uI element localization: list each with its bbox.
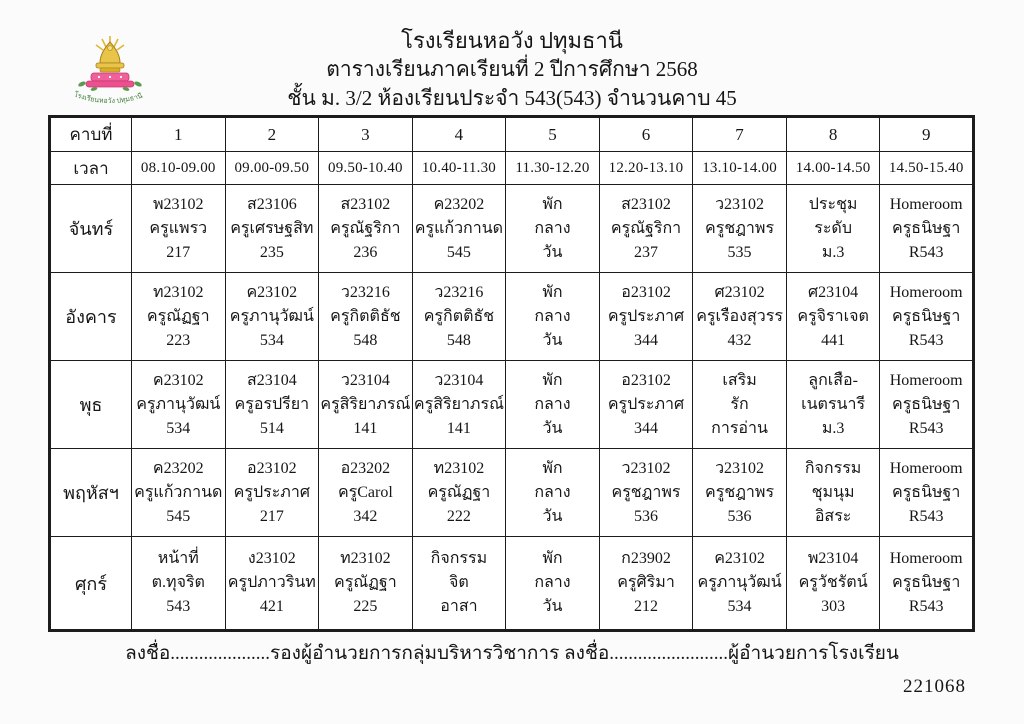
cell-line: ค23102 xyxy=(714,550,765,567)
cell-line: ค23102 xyxy=(246,283,298,301)
schedule-cell xyxy=(412,449,506,537)
cell-line: 441 xyxy=(821,331,846,349)
cell-line: 432 xyxy=(727,331,752,349)
day-row xyxy=(50,273,974,361)
cell-line: R543 xyxy=(908,598,944,615)
schedule-cell xyxy=(880,185,974,273)
cell-line: ส23106 xyxy=(246,195,297,213)
cell-line: 223 xyxy=(166,331,191,349)
cell-line: ม.3 xyxy=(821,419,845,437)
cell-line: 141 xyxy=(353,419,378,437)
cell-line: ครูเรืองสุวรร xyxy=(696,307,783,325)
schedule-cell xyxy=(786,449,880,537)
cell-line: ครูณัฐริกา xyxy=(330,219,401,237)
cell-line: ม.3 xyxy=(821,243,845,261)
cell-line: ครูชฎาพร xyxy=(611,483,681,501)
cell-line: ระดับ xyxy=(814,219,852,237)
schedule-cell xyxy=(506,537,600,631)
cell-line: 421 xyxy=(259,598,284,615)
cell-line: อ23102 xyxy=(621,283,671,301)
schedule-cell xyxy=(132,185,226,273)
cell-line: การอ่าน xyxy=(711,419,768,437)
cell-line: ครูภานุวัฒน์ xyxy=(229,307,314,325)
cell-line: ครูธนิษฐา xyxy=(892,307,961,325)
cell-line: กิจกรรม xyxy=(430,550,488,567)
day-row xyxy=(50,185,974,273)
schedule-cell xyxy=(132,361,226,449)
schedule-cell xyxy=(225,449,319,537)
cell-line: ครูประภาศ xyxy=(233,483,310,501)
cell-line: กลาง xyxy=(534,574,571,591)
period-number: 9 xyxy=(880,117,974,152)
schedule-cell xyxy=(599,449,693,537)
cell-line: ก23902 xyxy=(621,550,671,567)
cell-line: ค23202 xyxy=(433,195,485,213)
time-range: 11.30-12.20 xyxy=(506,152,600,185)
schedule-cell xyxy=(225,273,319,361)
cell-line: วัน xyxy=(542,419,563,437)
schedule-cell xyxy=(132,449,226,537)
cell-line: พัก xyxy=(542,283,563,301)
cell-line: ครูศิริมา xyxy=(617,574,675,591)
cell-line: ครูประภาศ xyxy=(607,307,685,325)
cell-line: ครูแพรว xyxy=(149,219,208,237)
schedule-cell xyxy=(786,185,880,273)
cell-line: ครูเศรษฐสิท xyxy=(230,219,314,237)
schedule-cell xyxy=(693,185,787,273)
document-header xyxy=(0,26,1024,113)
time-range: 14.00-14.50 xyxy=(786,152,880,185)
school-name: โรงเรียนหอวัง ปทุมธานี xyxy=(401,28,623,53)
period-number: 8 xyxy=(786,117,880,152)
cell-line: ว23216 xyxy=(434,283,484,301)
cell-line: ครูกิตติธัช xyxy=(330,307,401,325)
schedule-cell xyxy=(599,361,693,449)
cell-line: ท23102 xyxy=(340,550,391,567)
cell-line: 534 xyxy=(727,598,752,615)
cell-line: 548 xyxy=(446,331,471,349)
schedule-cell xyxy=(412,537,506,631)
schedule-cell xyxy=(225,361,319,449)
period-number: 1 xyxy=(132,117,226,152)
cell-line: ลูกเสือ- xyxy=(808,371,858,389)
cell-line: Homeroom xyxy=(889,550,963,567)
period-header-row xyxy=(50,117,974,152)
cell-line: ครูสิริยาภรณ์ xyxy=(413,395,504,413)
cell-line: Homeroom xyxy=(889,459,963,477)
schedule-cell xyxy=(506,185,600,273)
cell-line: รัก xyxy=(730,395,749,413)
cell-line: อ23202 xyxy=(340,459,391,477)
cell-line: พัก xyxy=(542,459,563,477)
class-line: ชั้น ม. 3/2 ห้องเรียนประจำ 543(543) จำนวนคาบ 45 xyxy=(287,86,737,110)
cell-line: 212 xyxy=(634,598,658,615)
schedule-cell xyxy=(132,537,226,631)
schedule-cell xyxy=(693,273,787,361)
schedule-cell xyxy=(225,185,319,273)
cell-line: พัก xyxy=(542,195,563,213)
cell-line: 236 xyxy=(353,243,378,261)
cell-line: 237 xyxy=(634,243,658,261)
time-header-row xyxy=(50,152,974,185)
day-row xyxy=(50,537,974,631)
timetable xyxy=(48,115,975,632)
cell-line: ครูธนิษฐา xyxy=(892,574,961,591)
cell-line: วัน xyxy=(542,598,563,615)
cell-line: ว23102 xyxy=(715,195,765,213)
cell-line: ครูอรปรียา xyxy=(234,395,310,413)
cell-line: กลาง xyxy=(534,219,571,237)
schedule-cell xyxy=(412,273,506,361)
period-number: 5 xyxy=(506,117,600,152)
cell-line: จิต xyxy=(449,574,469,591)
cell-line: R543 xyxy=(908,243,944,261)
cell-line: 303 xyxy=(821,598,846,615)
day-row xyxy=(50,449,974,537)
schedule-cell xyxy=(225,537,319,631)
cell-line: ศ23102 xyxy=(714,283,765,301)
time-range: 13.10-14.00 xyxy=(693,152,787,185)
logo-text: โรงเรียนหอวัง ปทุมธานี xyxy=(72,90,144,106)
period-number: 2 xyxy=(225,117,319,152)
schedule-cell xyxy=(319,537,413,631)
schedule-cell xyxy=(599,537,693,631)
cell-line: วัน xyxy=(542,507,563,525)
time-range: 12.20-13.10 xyxy=(599,152,693,185)
timetable-container xyxy=(48,115,975,632)
cell-line: R543 xyxy=(908,419,944,437)
cell-line: ว23216 xyxy=(340,283,390,301)
cell-line: 342 xyxy=(353,507,378,525)
cell-line: ครูชฎาพร xyxy=(705,483,775,501)
time-range: 10.40-11.30 xyxy=(412,152,506,185)
period-number: 6 xyxy=(599,117,693,152)
schedule-cell xyxy=(599,273,693,361)
cell-line: Homeroom xyxy=(889,195,963,213)
cell-line: กิจกรรม xyxy=(804,459,862,477)
cell-line: ว23104 xyxy=(434,371,484,389)
day-label: จันทร์ xyxy=(50,185,132,273)
period-number: 3 xyxy=(319,117,413,152)
cell-line: 548 xyxy=(353,331,378,349)
cell-line: อ23102 xyxy=(247,459,297,477)
cell-line: กลาง xyxy=(534,395,571,413)
cell-line: 534 xyxy=(259,331,284,349)
schedule-cell xyxy=(693,361,787,449)
schedule-cell xyxy=(693,537,787,631)
cell-line: 141 xyxy=(446,419,471,437)
time-header-label: เวลา xyxy=(50,152,132,185)
schedule-cell xyxy=(412,185,506,273)
schedule-cell xyxy=(786,361,880,449)
cell-line: ว23102 xyxy=(621,459,671,477)
cell-line: Homeroom xyxy=(889,283,963,301)
cell-line: พัก xyxy=(542,371,563,389)
schedule-cell xyxy=(880,273,974,361)
cell-line: ครูณัฏฐา xyxy=(146,307,210,325)
cell-line: ครูแก้วกานด xyxy=(414,219,504,237)
cell-line: ครูธนิษฐา xyxy=(892,219,961,237)
schedule-cell xyxy=(506,273,600,361)
time-range: 09.00-09.50 xyxy=(225,152,319,185)
cell-line: 225 xyxy=(353,598,378,615)
day-row xyxy=(50,361,974,449)
cell-line: กลาง xyxy=(534,483,571,501)
cell-line: ชุมนุม xyxy=(811,483,855,501)
cell-line: หน้าที่ xyxy=(157,550,199,567)
cell-line: ครูจิราเจต xyxy=(797,307,869,325)
cell-line: 535 xyxy=(727,243,752,261)
period-number: 7 xyxy=(693,117,787,152)
day-label: พุธ xyxy=(50,361,132,449)
cell-line: 543 xyxy=(166,598,191,615)
schedule-cell xyxy=(132,273,226,361)
schedule-cell xyxy=(693,449,787,537)
cell-line: วัน xyxy=(542,331,563,349)
cell-line: อ23102 xyxy=(621,371,671,389)
cell-line: เสริม xyxy=(722,371,757,389)
schedule-cell xyxy=(319,449,413,537)
cell-line: เนตรนารี xyxy=(801,395,866,413)
cell-line: ว23102 xyxy=(715,459,765,477)
cell-line: ประชุม xyxy=(808,195,858,213)
time-range: 09.50-10.40 xyxy=(319,152,413,185)
cell-line: R543 xyxy=(908,331,944,349)
cell-line: 514 xyxy=(259,419,284,437)
period-header-label: คาบที่ xyxy=(50,117,132,152)
cell-line: 344 xyxy=(634,419,658,437)
schedule-cell xyxy=(786,273,880,361)
cell-line: ว23104 xyxy=(340,371,390,389)
cell-line: ครูณัฏฐา xyxy=(427,483,491,501)
cell-line: ครูแก้วกานด xyxy=(134,483,223,501)
time-range: 08.10-09.00 xyxy=(132,152,226,185)
cell-line: ท23102 xyxy=(433,459,485,477)
cell-line: ครูณัฐริกา xyxy=(610,219,682,237)
schedule-cell xyxy=(506,361,600,449)
schedule-cell xyxy=(319,361,413,449)
schedule-cell xyxy=(880,361,974,449)
cell-line: 235 xyxy=(259,243,284,261)
cell-line: ง23102 xyxy=(247,550,296,567)
cell-line: กลาง xyxy=(534,307,571,325)
schedule-cell xyxy=(506,449,600,537)
cell-line: 536 xyxy=(727,507,752,525)
day-label: ศุกร์ xyxy=(50,537,132,631)
cell-line: ต.ทุจริต xyxy=(151,574,205,591)
cell-line: ครูชฎาพร xyxy=(705,219,775,237)
cell-line: พ23104 xyxy=(807,550,859,567)
cell-line: ส23104 xyxy=(246,371,297,389)
cell-line: 217 xyxy=(166,243,191,261)
semester-line: ตารางเรียนภาคเรียนที่ 2 ปีการศึกษา 2568 xyxy=(326,57,698,81)
cell-line: ท23102 xyxy=(153,283,204,301)
cell-line: 344 xyxy=(634,331,658,349)
cell-line: ครูณัฏฐา xyxy=(334,574,397,591)
cell-line: ครูธนิษฐา xyxy=(892,483,961,501)
cell-line: ครูCarol xyxy=(337,483,393,501)
cell-line: วัน xyxy=(542,243,563,261)
cell-line: ครูสิริยาภรณ์ xyxy=(320,395,411,413)
signature-line: ลงชื่อ.....................รองผู้อำนวยการกลุ่มบริหารวิชาการ ลงชื่อ.........................ผู้อำนวยการโรงเรียน xyxy=(125,643,899,664)
cell-line: 222 xyxy=(446,507,471,525)
cell-line: 534 xyxy=(166,419,191,437)
cell-line: ส23102 xyxy=(340,195,391,213)
cell-line: Homeroom xyxy=(889,371,963,389)
cell-line: ครูภานุวัฒน์ xyxy=(136,395,221,413)
time-range: 14.50-15.40 xyxy=(880,152,974,185)
period-number: 4 xyxy=(412,117,506,152)
cell-line: 545 xyxy=(166,507,191,525)
cell-line: ครูภานุวัฒน์ xyxy=(697,574,782,591)
cell-line: ครูวัชรัตน์ xyxy=(798,574,868,591)
cell-line: ครูกิตติธัช xyxy=(423,307,495,325)
cell-line: พัก xyxy=(542,550,563,567)
cell-line: อาสา xyxy=(440,598,478,615)
document-number: 221068 xyxy=(903,676,966,697)
cell-line: ค23102 xyxy=(152,371,204,389)
schedule-cell xyxy=(880,537,974,631)
schedule-cell xyxy=(599,185,693,273)
schedule-cell xyxy=(786,537,880,631)
schedule-cell xyxy=(412,361,506,449)
cell-line: ศ23104 xyxy=(808,283,859,301)
cell-line: ครูธนิษฐา xyxy=(892,395,961,413)
schedule-cell xyxy=(319,185,413,273)
cell-line: ค23202 xyxy=(152,459,204,477)
cell-line: ครูปภาวรินท xyxy=(227,574,316,591)
schedule-cell xyxy=(880,449,974,537)
cell-line: ครูประภาศ xyxy=(607,395,685,413)
day-label: พฤหัสฯ xyxy=(50,449,132,537)
cell-line: R543 xyxy=(908,507,944,525)
cell-line: พ23102 xyxy=(153,195,204,213)
cell-line: อิสระ xyxy=(814,507,852,525)
schedule-cell xyxy=(319,273,413,361)
cell-line: ส23102 xyxy=(621,195,671,213)
cell-line: 217 xyxy=(259,507,284,525)
cell-line: 536 xyxy=(634,507,658,525)
day-label: อังคาร xyxy=(50,273,132,361)
cell-line: 545 xyxy=(446,243,471,261)
